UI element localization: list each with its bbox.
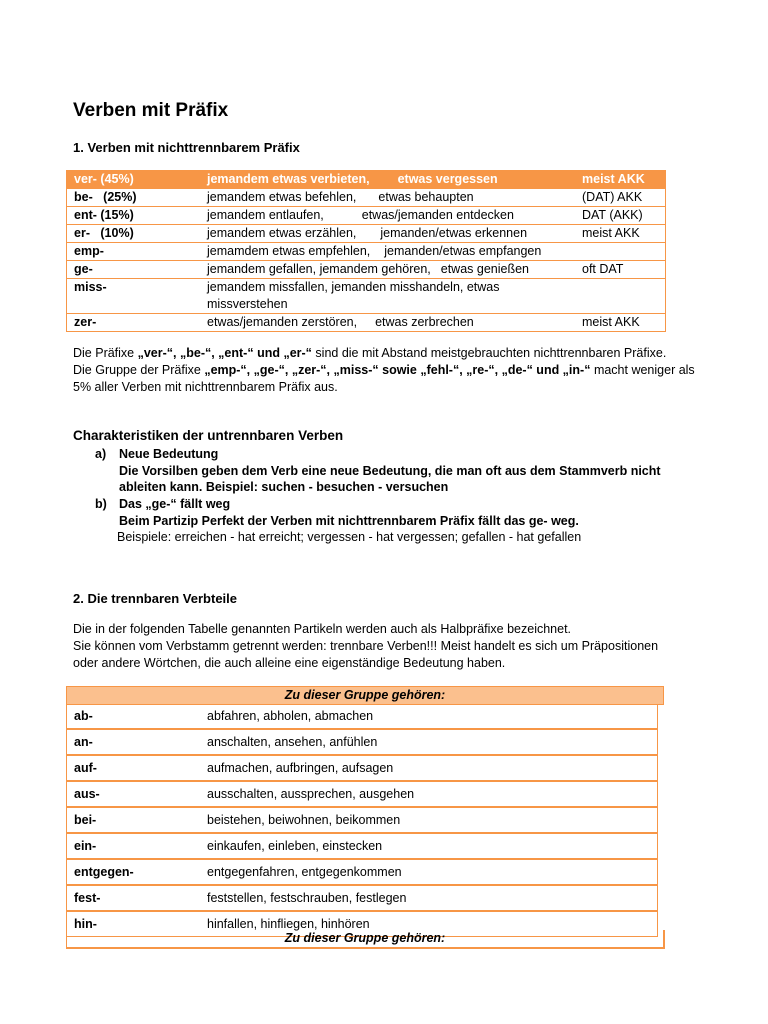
example-cell: etwas/jemanden zerstören, etwas zerbrechen <box>207 315 474 329</box>
examples-cell: hinfallen, hinfliegen, hinhören <box>207 917 370 931</box>
examples-cell: entgegenfahren, entgegenkommen <box>207 865 402 879</box>
table-row <box>67 782 657 808</box>
prefix-cell: be- (25%) <box>74 190 137 204</box>
separable-table-header: Zu dieser Gruppe gehören: <box>66 686 664 705</box>
nonseparable-prefix-table <box>66 170 666 332</box>
paragraph-line: Die in der folgenden Tabelle genannten Partikeln werden auch als Halbpräfixe bezeichnet. <box>73 622 572 636</box>
example-cell: jemandem gefallen, jemandem gehören, etwas genießen <box>207 262 530 276</box>
prefix-cell: bei- <box>74 813 97 827</box>
list-marker: b) <box>95 497 107 511</box>
section1-heading: 1. Verben mit nichttrennbarem Präfix <box>73 140 300 155</box>
item-text: Die Vorsilben geben dem Verb eine neue Bedeutung, die man oft aus dem Stammverb nicht ableiten kann. Beispiel: suchen - besuchen - versuchen <box>119 463 661 494</box>
table-row <box>67 314 665 331</box>
table-row <box>67 808 657 834</box>
table-row <box>67 189 665 207</box>
prefix-cell: an- <box>74 735 93 749</box>
prefix-cell: er- (10%) <box>74 226 134 240</box>
prefix-cell: zer- <box>74 315 97 329</box>
examples-cell: abfahren, abholen, abmachen <box>207 709 374 723</box>
item-title: Neue Bedeutung <box>119 447 219 461</box>
table-row <box>67 225 665 243</box>
item-text: Beim Partizip Perfekt der Verben mit nichttrennbarem Präfix fällt das ge- weg. <box>119 513 579 528</box>
paragraph-line: Sie können vom Verbstamm getrennt werden: trennbare Verben!!! Meist handelt es sich um Präpositionen <box>73 639 659 653</box>
example-cell: jemamdem etwas empfehlen, jemanden/etwas empfangen <box>207 244 542 258</box>
prefix-cell: ver- (45%) <box>74 172 134 186</box>
separable-prefix-table <box>66 704 658 937</box>
case-cell: meist AKK <box>582 172 645 186</box>
section2-heading: 2. Die trennbaren Verbteile <box>73 591 238 606</box>
example-cell: jemandem missfallen, jemanden misshandeln, etwas missverstehen <box>207 280 500 311</box>
table-row <box>67 279 665 314</box>
document-title: Verben mit Präfix <box>73 100 229 121</box>
paragraph-line: oder andere Wörtchen, die auch alleine eine eigenständige Bedeutung haben. <box>73 656 506 670</box>
case-cell: DAT (AKK) <box>582 208 643 222</box>
table-row <box>67 207 665 225</box>
example-cell: jemandem entlaufen, etwas/jemanden entdecken <box>207 208 514 222</box>
separable-intro-paragraph <box>73 621 723 672</box>
characteristics-heading: Charakteristiken der untrennbaren Verben <box>73 428 344 443</box>
prefix-cell: entgegen- <box>74 865 134 879</box>
prefix-cell: ein- <box>74 839 97 853</box>
characteristics-item-b <box>95 496 685 546</box>
prefix-cell: miss- <box>74 280 107 294</box>
table-row <box>67 261 665 279</box>
examples-cell: ausschalten, aussprechen, ausgehen <box>207 787 415 801</box>
examples-cell: aufmachen, aufbringen, aufsagen <box>207 761 394 775</box>
table-row <box>67 243 665 261</box>
item-title: Das „ge-“ fällt weg <box>119 497 231 511</box>
prefix-cell: ent- (15%) <box>74 208 134 222</box>
example-cell: jemandem etwas befehlen, etwas behaupten <box>207 190 474 204</box>
prefix-cell: hin- <box>74 917 97 931</box>
example-cell: jemandem etwas erzählen, jemanden/etwas erkennen <box>207 226 528 240</box>
case-cell <box>607 243 665 260</box>
characteristics-item-a <box>95 446 685 496</box>
examples-cell: anschalten, ansehen, anfühlen <box>207 735 378 749</box>
examples-cell: feststellen, festschrauben, festlegen <box>207 891 407 905</box>
table-row <box>67 730 657 756</box>
case-cell: meist AKK <box>582 315 640 329</box>
table-row <box>67 860 657 886</box>
case-cell: oft DAT <box>582 262 624 276</box>
separable-table-footer: Zu dieser Gruppe gehören: <box>66 930 665 949</box>
prefix-cell: ab- <box>74 709 93 723</box>
list-marker: a) <box>95 447 107 461</box>
prefix-cell: emp- <box>74 244 104 258</box>
table-row <box>67 171 665 189</box>
example-cell: jemandem etwas verbieten, etwas vergessen <box>207 172 498 186</box>
prefix-frequency-paragraph: Die Präfixe „ver-“, „be-“, „ent-“ und „er-“ sind die mit Abstand meistgebrauchten nichttrennbaren Präfixe. Die Gruppe der Präfixe „emp-“, „ge-“, „zer-“, „miss-“ sowie „fehl-“, „re-“, „de-“ und „in-“ macht weniger als 5% aller Verben mit nichttrennbarem Präfix aus. <box>73 346 695 394</box>
table-row <box>67 704 657 730</box>
item-example: Beispiele: erreichen - hat erreicht; vergessen - hat vergessen; gefallen - hat gefallen <box>117 530 582 544</box>
prefix-cell: aus- <box>74 787 100 801</box>
table-row <box>67 756 657 782</box>
table-row <box>67 886 657 912</box>
case-cell <box>507 279 665 313</box>
prefix-cell: ge- <box>74 262 93 276</box>
case-cell: (DAT) AKK <box>582 190 643 204</box>
prefix-cell: auf- <box>74 761 97 775</box>
prefix-cell: fest- <box>74 891 101 905</box>
examples-cell: beistehen, beiwohnen, beikommen <box>207 813 401 827</box>
examples-cell: einkaufen, einleben, einstecken <box>207 839 383 853</box>
table-row <box>67 834 657 860</box>
case-cell: meist AKK <box>582 226 640 240</box>
